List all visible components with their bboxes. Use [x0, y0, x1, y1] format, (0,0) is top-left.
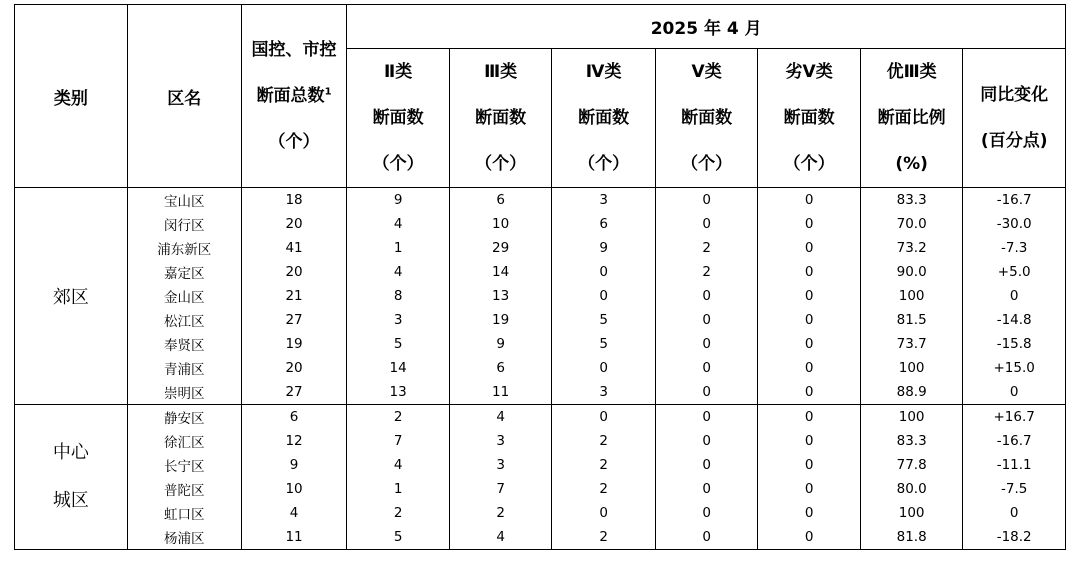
- ratio-cell: 81.5: [860, 308, 963, 332]
- ratio-cell: 73.7: [860, 332, 963, 356]
- class3-cell: 3: [449, 453, 552, 477]
- category-cell: [15, 188, 128, 405]
- table-row: [15, 525, 1066, 550]
- worse5-cell: 0: [758, 356, 861, 380]
- district-cell: 嘉定区: [127, 260, 241, 284]
- total-cell: 11: [241, 525, 347, 550]
- category-label: 中心: [52, 442, 89, 463]
- class3-cell: 6: [449, 356, 552, 380]
- class2-cell: 4: [347, 212, 450, 236]
- class3-cell: 11: [449, 380, 552, 405]
- total-cell: 19: [241, 332, 347, 356]
- district-cell: 普陀区: [127, 477, 241, 501]
- table-row: [15, 477, 1066, 501]
- header-worse-class5: 劣Ⅴ类 断面数 （个）: [758, 49, 861, 188]
- class3-cell: 7: [449, 477, 552, 501]
- yoy-cell: 0: [963, 380, 1066, 405]
- total-cell: 12: [241, 429, 347, 453]
- class2-cell: 8: [347, 284, 450, 308]
- class2-cell: 2: [347, 405, 450, 430]
- yoy-cell: -7.5: [963, 477, 1066, 501]
- yoy-cell: -16.7: [963, 429, 1066, 453]
- class3-cell: 14: [449, 260, 552, 284]
- class4-cell: 5: [552, 332, 656, 356]
- class4-cell: 0: [552, 356, 656, 380]
- class3-cell: 19: [449, 308, 552, 332]
- worse5-cell: 0: [758, 308, 861, 332]
- total-cell: 6: [241, 405, 347, 430]
- class4-cell: 3: [552, 380, 656, 405]
- class5-cell: 0: [655, 188, 758, 213]
- ratio-cell: 77.8: [860, 453, 963, 477]
- table-row: [15, 332, 1066, 356]
- table-row: [15, 380, 1066, 405]
- ratio-cell: 90.0: [860, 260, 963, 284]
- yoy-cell: +5.0: [963, 260, 1066, 284]
- class4-cell: 2: [552, 525, 656, 550]
- header-class5: Ⅴ类 断面数 （个）: [655, 49, 758, 188]
- table-container: [14, 4, 1066, 550]
- class2-cell: 7: [347, 429, 450, 453]
- class4-cell: 2: [552, 477, 656, 501]
- table-row: [15, 501, 1066, 525]
- district-cell: 长宁区: [127, 453, 241, 477]
- worse5-cell: 0: [758, 429, 861, 453]
- class5-cell: 0: [655, 332, 758, 356]
- class4-cell: 6: [552, 212, 656, 236]
- yoy-cell: 0: [963, 284, 1066, 308]
- class3-cell: 3: [449, 429, 552, 453]
- yoy-cell: -15.8: [963, 332, 1066, 356]
- header-total-line1: 国控、市控: [251, 40, 337, 60]
- table-row: [15, 260, 1066, 284]
- ratio-cell: 100: [860, 405, 963, 430]
- class4-cell: 0: [552, 284, 656, 308]
- ratio-cell: 70.0: [860, 212, 963, 236]
- class3-cell: 6: [449, 188, 552, 213]
- total-cell: 18: [241, 188, 347, 213]
- footnote-marker: 1: [324, 86, 332, 98]
- class5-cell: 2: [655, 260, 758, 284]
- ratio-cell: 80.0: [860, 477, 963, 501]
- category-cell: [15, 405, 128, 550]
- total-cell: 4: [241, 501, 347, 525]
- total-cell: 20: [241, 260, 347, 284]
- class4-cell: 5: [552, 308, 656, 332]
- worse5-cell: 0: [758, 236, 861, 260]
- table-row: [15, 308, 1066, 332]
- class2-cell: 1: [347, 477, 450, 501]
- class4-cell: 0: [552, 405, 656, 430]
- header-good-ratio: 优Ⅲ类 断面比例 (%): [860, 49, 963, 188]
- header-district: 区名: [127, 5, 241, 188]
- total-cell: 27: [241, 308, 347, 332]
- ratio-cell: 100: [860, 356, 963, 380]
- ratio-cell: 81.8: [860, 525, 963, 550]
- worse5-cell: 0: [758, 501, 861, 525]
- class4-cell: 0: [552, 501, 656, 525]
- header-total-line2: 断面总数$^1$: [256, 86, 332, 106]
- table-row: [15, 236, 1066, 260]
- class5-cell: 0: [655, 405, 758, 430]
- table-row: [15, 356, 1066, 380]
- district-cell: 浦东新区: [127, 236, 241, 260]
- yoy-cell: 0: [963, 501, 1066, 525]
- class4-cell: 2: [552, 453, 656, 477]
- class2-cell: 1: [347, 236, 450, 260]
- district-cell: 崇明区: [127, 380, 241, 405]
- table-row: [15, 453, 1066, 477]
- class2-cell: 3: [347, 308, 450, 332]
- yoy-cell: -11.1: [963, 453, 1066, 477]
- table-body: [15, 188, 1066, 550]
- class2-cell: 14: [347, 356, 450, 380]
- ratio-cell: 83.3: [860, 429, 963, 453]
- header-class2: Ⅱ类 断面数 （个）: [347, 49, 450, 188]
- worse5-cell: 0: [758, 260, 861, 284]
- class3-cell: 13: [449, 284, 552, 308]
- total-cell: 27: [241, 380, 347, 405]
- class4-cell: 0: [552, 260, 656, 284]
- total-cell: 10: [241, 477, 347, 501]
- district-cell: 闵行区: [127, 212, 241, 236]
- class3-cell: 4: [449, 405, 552, 430]
- total-cell: 20: [241, 212, 347, 236]
- class2-cell: 5: [347, 332, 450, 356]
- class5-cell: 0: [655, 308, 758, 332]
- worse5-cell: 0: [758, 332, 861, 356]
- class5-cell: 0: [655, 380, 758, 405]
- class3-cell: 2: [449, 501, 552, 525]
- category-label: 郊区: [52, 287, 89, 308]
- class5-cell: 0: [655, 429, 758, 453]
- ratio-cell: 100: [860, 501, 963, 525]
- worse5-cell: 0: [758, 453, 861, 477]
- district-cell: 青浦区: [127, 356, 241, 380]
- header-total-line3: （个）: [268, 132, 320, 152]
- total-cell: 9: [241, 453, 347, 477]
- ratio-cell: 88.9: [860, 380, 963, 405]
- worse5-cell: 0: [758, 525, 861, 550]
- class4-cell: 3: [552, 188, 656, 213]
- class3-cell: 29: [449, 236, 552, 260]
- district-cell: 杨浦区: [127, 525, 241, 550]
- worse5-cell: 0: [758, 405, 861, 430]
- yoy-cell: -14.8: [963, 308, 1066, 332]
- class3-cell: 9: [449, 332, 552, 356]
- class2-cell: 5: [347, 525, 450, 550]
- worse5-cell: 0: [758, 477, 861, 501]
- class5-cell: 2: [655, 236, 758, 260]
- header-category: 类别: [15, 5, 128, 188]
- header-class4: Ⅳ类 断面数 （个）: [552, 49, 656, 188]
- class5-cell: 0: [655, 525, 758, 550]
- yoy-cell: -7.3: [963, 236, 1066, 260]
- class2-cell: 2: [347, 501, 450, 525]
- table-row: [15, 405, 1066, 430]
- class3-cell: 10: [449, 212, 552, 236]
- table-row: [15, 284, 1066, 308]
- total-cell: 20: [241, 356, 347, 380]
- yoy-cell: +16.7: [963, 405, 1066, 430]
- category-label: 城区: [52, 490, 89, 511]
- class5-cell: 0: [655, 477, 758, 501]
- yoy-cell: +15.0: [963, 356, 1066, 380]
- class4-cell: 2: [552, 429, 656, 453]
- yoy-cell: -18.2: [963, 525, 1066, 550]
- table-row: [15, 212, 1066, 236]
- district-cell: 奉贤区: [127, 332, 241, 356]
- district-cell: 虹口区: [127, 501, 241, 525]
- class5-cell: 0: [655, 501, 758, 525]
- district-cell: 宝山区: [127, 188, 241, 213]
- table-header: [15, 5, 1066, 188]
- table-row: [15, 188, 1066, 213]
- table-row: [15, 429, 1066, 453]
- class2-cell: 4: [347, 453, 450, 477]
- worse5-cell: 0: [758, 212, 861, 236]
- header-yoy-change: 同比变化 (百分点): [963, 49, 1066, 188]
- ratio-cell: 83.3: [860, 188, 963, 213]
- ratio-cell: 100: [860, 284, 963, 308]
- class2-cell: 13: [347, 380, 450, 405]
- class4-cell: 9: [552, 236, 656, 260]
- total-cell: 41: [241, 236, 347, 260]
- total-cell: 21: [241, 284, 347, 308]
- worse5-cell: 0: [758, 380, 861, 405]
- class2-cell: 4: [347, 260, 450, 284]
- class3-cell: 4: [449, 525, 552, 550]
- ratio-cell: 73.2: [860, 236, 963, 260]
- district-cell: 静安区: [127, 405, 241, 430]
- header-period: 2025 年 4 月: [347, 5, 1066, 49]
- header-class3: Ⅲ类 断面数 （个）: [449, 49, 552, 188]
- class5-cell: 0: [655, 212, 758, 236]
- header-total-sections: [241, 5, 347, 188]
- district-cell: 松江区: [127, 308, 241, 332]
- district-cell: 金山区: [127, 284, 241, 308]
- class5-cell: 0: [655, 356, 758, 380]
- worse5-cell: 0: [758, 188, 861, 213]
- yoy-cell: -30.0: [963, 212, 1066, 236]
- class5-cell: 0: [655, 284, 758, 308]
- worse5-cell: 0: [758, 284, 861, 308]
- district-cell: 徐汇区: [127, 429, 241, 453]
- class5-cell: 0: [655, 453, 758, 477]
- water-quality-table: [14, 4, 1066, 550]
- yoy-cell: -16.7: [963, 188, 1066, 213]
- class2-cell: 9: [347, 188, 450, 213]
